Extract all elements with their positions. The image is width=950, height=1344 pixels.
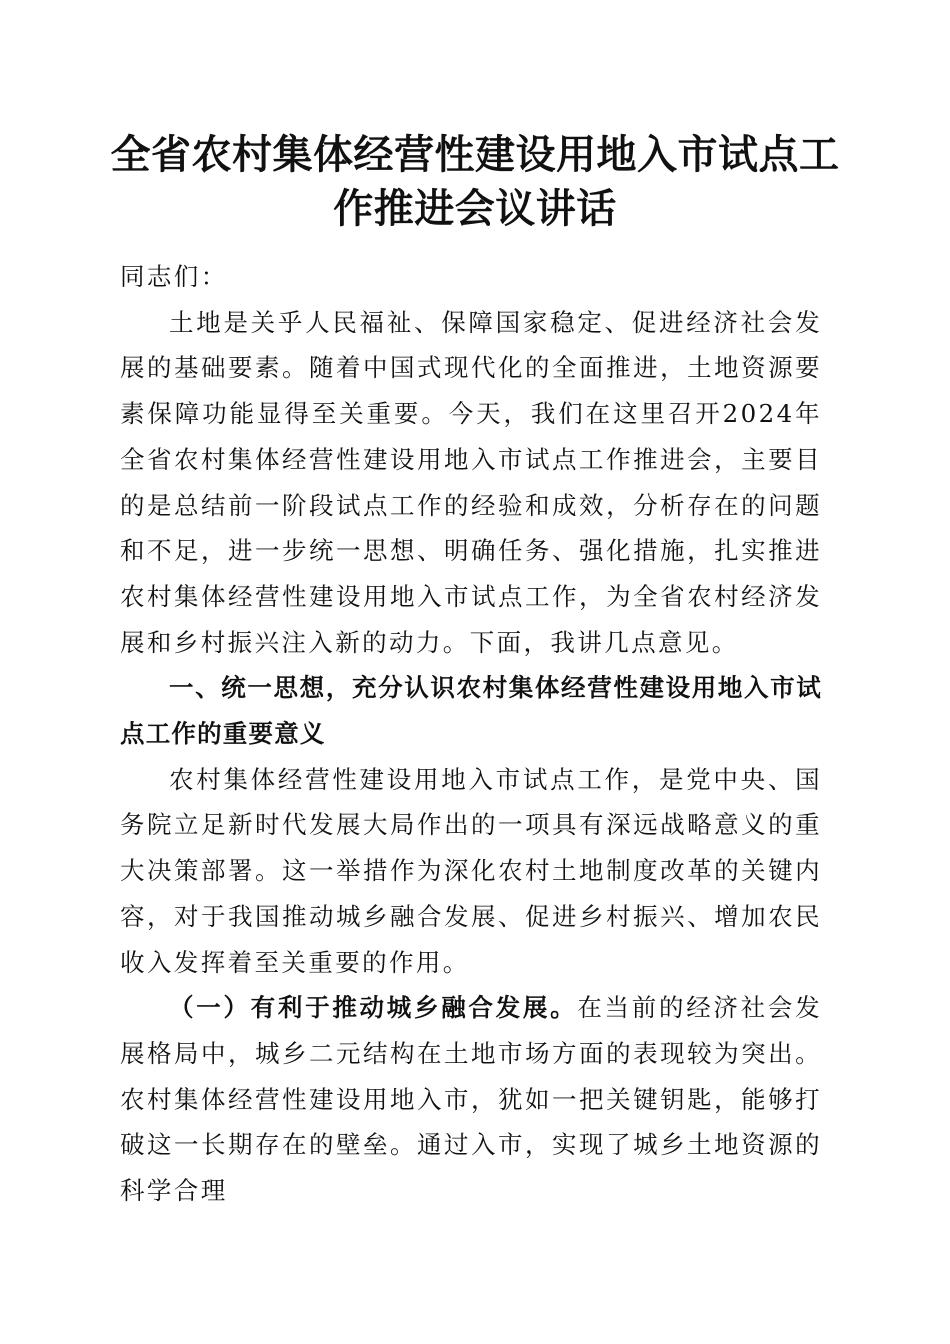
salutation: 同志们： [120, 262, 228, 291]
intro-paragraph: 土地是关乎人民福祉、保障国家稳定、促进经济社会发展的基础要素。随着中国式现代化的全面推进，土地资源要素保障功能显得至关重要。今天，我们在这里召开2024年全省农村集体经营性建设用地入市试点工作推进会，主要目的是总结前一阶段试点工作的经验和成效，分析存在的问题和不足，进一步统一思想、明确任务、强化措施，扎实推进农村集体经营性建设用地入市试点工作，为全省农村经济发展和乡村振兴注入新的动力。下面，我讲几点意见。 [120, 307, 822, 657]
subsection-1-lead: （一）有利于推动城乡融合发展。 [169, 993, 578, 1023]
subsection-1-paragraph [120, 985, 822, 1214]
document-body [120, 254, 822, 1214]
subsection-1-text: 在当前的经济社会发展格局中，城乡二元结构在土地市场方面的表现较为突出。农村集体经营性建设用地入市，犹如一把关键钥匙，能够打破这一长期存在的壁垒。通过入市，实现了城乡土地资源的科学合理 [120, 993, 822, 1206]
section-1-paragraph: 农村集体经营性建设用地入市试点工作，是党中央、国务院立足新时代发展大局作出的一项具有深远战略意义的重大决策部署。这一举措作为深化农村土地制度改革的关键内容，对于我国推动城乡融合发展、促进乡村振兴、增加农民收入发挥着至关重要的作用。 [120, 764, 822, 977]
section-heading-1: 一、统一思想，充分认识农村集体经营性建设用地入市试点工作的重要意义 [120, 673, 822, 749]
document-title: 全省农村集体经营性建设用地入市试点工作推进会议讲话 [110, 131, 840, 232]
